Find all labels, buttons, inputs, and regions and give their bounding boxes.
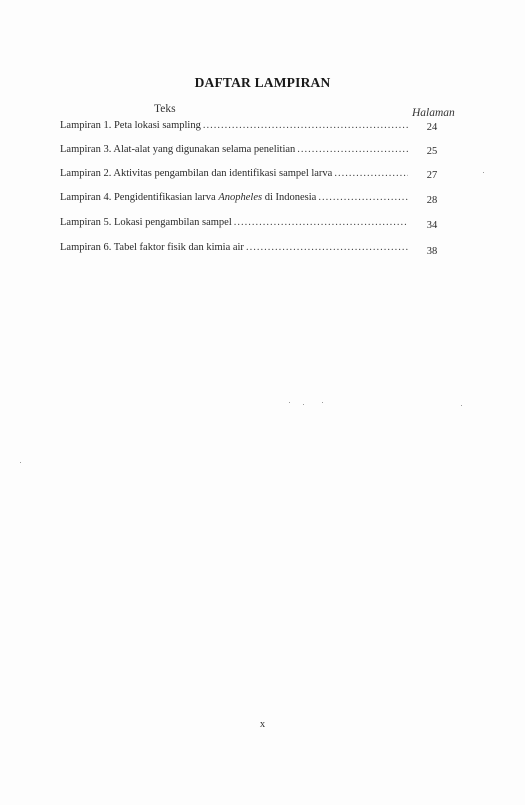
toc-entry-label: Lampiran 2. Aktivitas pengambilan dan identifikasi sampel larva <box>60 168 333 179</box>
scan-speck <box>322 402 323 403</box>
dot-leader <box>246 242 408 253</box>
toc-entry-label: Lampiran 5. Lokasi pengambilan sampel <box>60 217 232 228</box>
toc-entry-page: 25 <box>426 146 438 157</box>
toc-entry-label: Lampiran 4. Pengidentifikasian larva Anopheles di Indonesia <box>60 192 317 203</box>
toc-entry <box>60 144 408 155</box>
toc-entry <box>60 168 408 179</box>
toc-entry-label: Lampiran 6. Tabel faktor fisik dan kimia air <box>60 242 244 253</box>
toc-entry-label: Lampiran 3. Alat-alat yang digunakan selama penelitian <box>60 144 296 155</box>
toc-entry <box>60 217 408 228</box>
toc-entry <box>60 242 408 253</box>
toc-entry-page: 27 <box>426 170 438 181</box>
scan-speck <box>483 172 484 173</box>
scan-speck <box>20 462 21 463</box>
toc-entry-page: 38 <box>426 246 438 257</box>
dot-leader <box>334 168 408 179</box>
dot-leader <box>234 217 408 228</box>
scan-speck <box>289 402 290 403</box>
toc-entry-page: 34 <box>426 220 438 231</box>
page-title: DAFTAR LAMPIRAN <box>194 75 331 90</box>
toc-entry-page: 24 <box>426 122 438 133</box>
scan-speck <box>461 405 462 406</box>
toc-entry <box>60 120 408 131</box>
dot-leader <box>318 192 408 203</box>
toc-entry-label: Lampiran 1. Peta lokasi sampling <box>60 120 201 131</box>
toc-entry-page: 28 <box>426 195 438 206</box>
toc-entry <box>60 192 408 203</box>
scan-speck <box>303 404 304 405</box>
dot-leader <box>297 144 408 155</box>
column-header-text: Teks <box>154 103 176 115</box>
dot-leader <box>203 120 408 131</box>
page-number-folio: x <box>259 719 266 730</box>
column-header-page: Halaman <box>412 107 455 119</box>
